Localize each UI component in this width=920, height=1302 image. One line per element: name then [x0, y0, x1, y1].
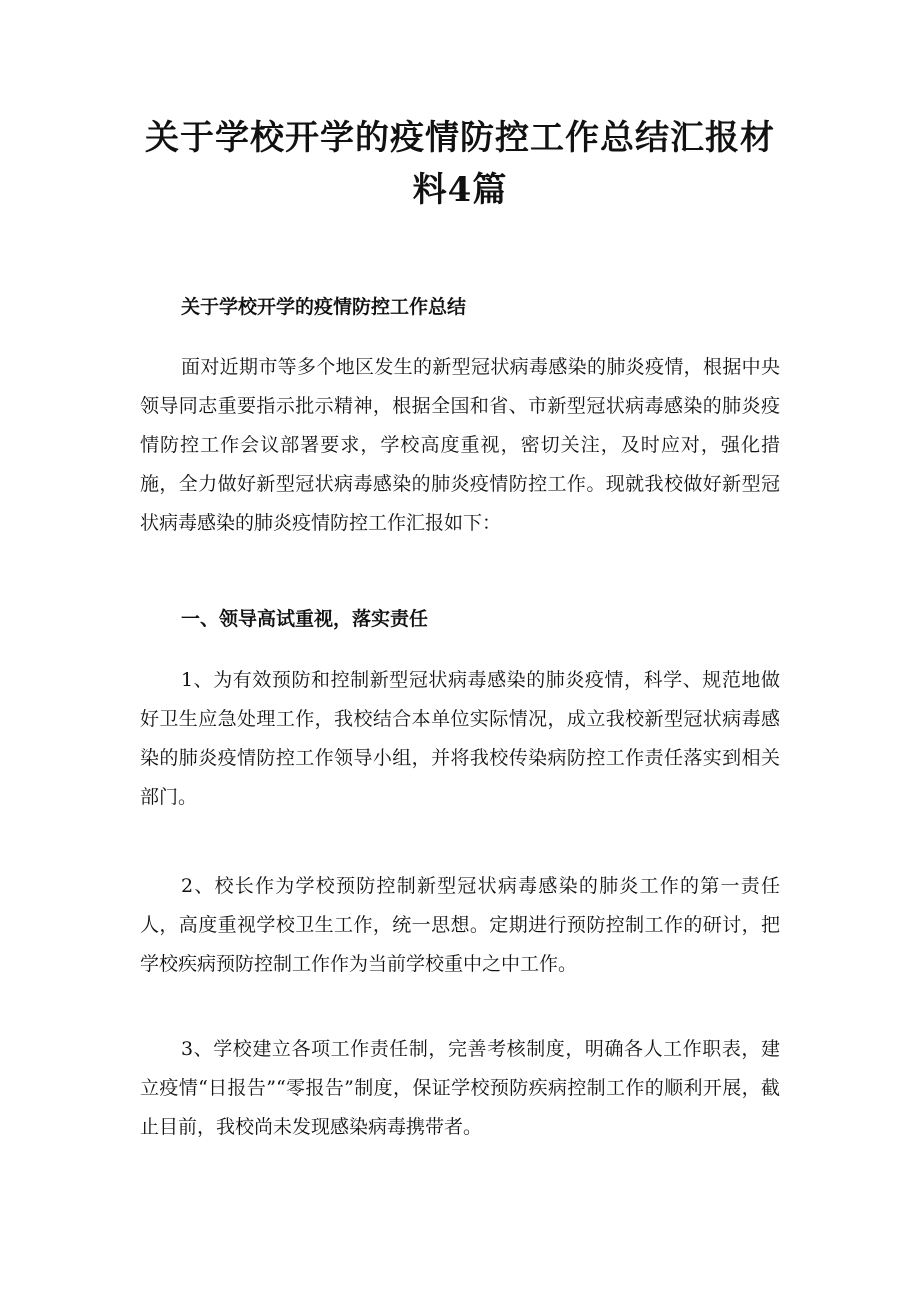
document-title	[140, 112, 780, 216]
section-1-heading: 一、领导高试重视，落实责任	[181, 608, 429, 630]
section-1-item-1: 1、为有效预防和控制新型冠状病毒感染的肺炎疫情，科学、规范地做好卫生应急处理工作，我校结合本单位实际情况，成立我校新型冠状病毒感染的肺炎疫情防控工作领导小组，并将我校传染病防控工作责任落实到相关部门。	[140, 669, 780, 808]
document-title-line-2: 料4篇	[412, 170, 508, 210]
intro-paragraph: 面对近期市等多个地区发生的新型冠状病毒感染的肺炎疫情，根据中央领导同志重要指示批示精神，根据全国和省、市新型冠状病毒感染的肺炎疫情防控工作会议部署要求，学校高度重视，密切关注，及时应对，强化措施，全力做好新型冠状病毒感染的肺炎疫情防控工作。现就我校做好新型冠状病毒感染的肺炎疫情防控工作汇报如下：	[140, 356, 780, 534]
section-1-item-3: 3、学校建立各项工作责任制，完善考核制度，明确各人工作职表，建立疫情“日报告”“零报告”制度，保证学校预防疾病控制工作的顺利开展，截止目前，我校尚未发现感染病毒携带者。	[140, 1038, 780, 1138]
document-subtitle: 关于学校开学的疫情防控工作总结	[181, 296, 467, 318]
section-1-item-2: 2、校长作为学校预防控制新型冠状病毒感染的肺炎工作的第一责任人，高度重视学校卫生工作，统一思想。定期进行预防控制工作的研讨，把学校疾病预防控制工作作为当前学校重中之中工作。	[140, 875, 780, 975]
document-title-line-1: 关于学校开学的疫情防控工作总结汇报材	[145, 118, 775, 158]
